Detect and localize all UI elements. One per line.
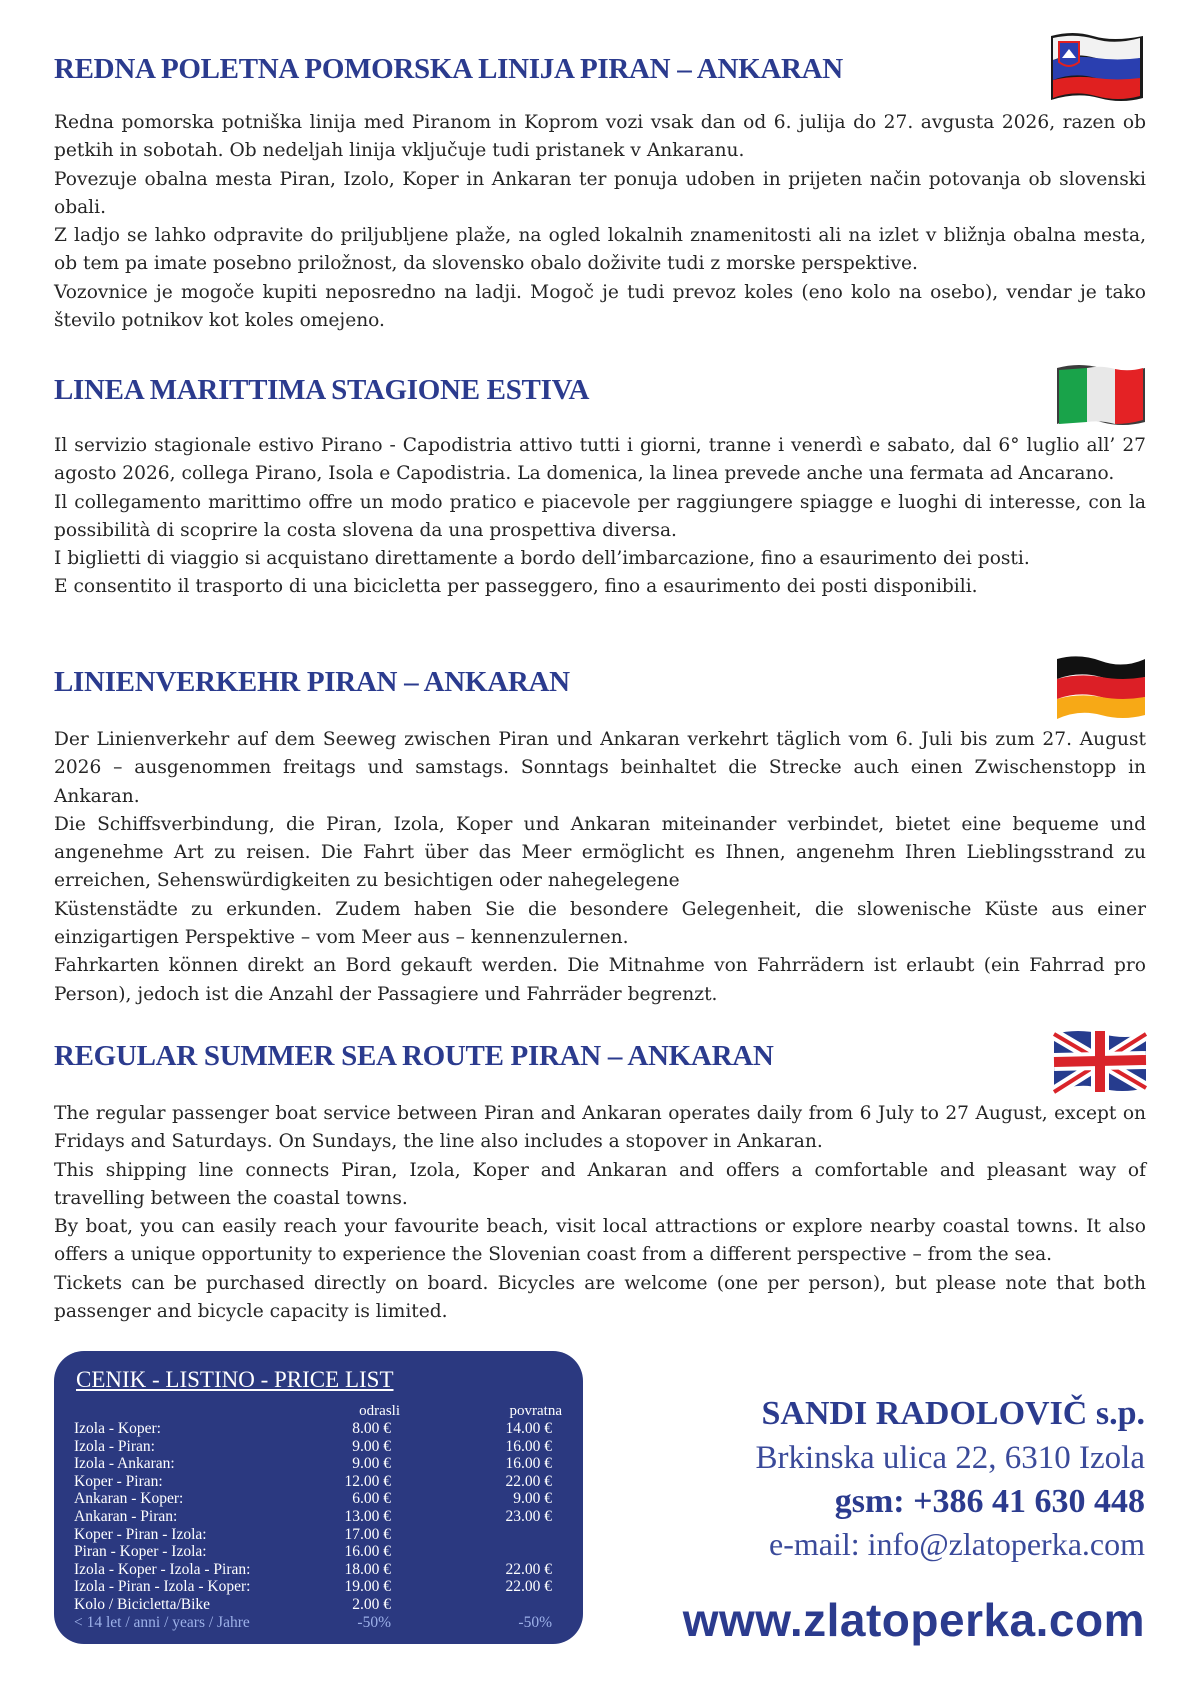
paragraph: Il servizio stagionale estivo Pirano - Capodistria attivo tutti i giorni, tranne i venerdì e sabato, dal 6° luglio all’ 27 agosto 2026, collega Pirano, Isola e Capodistria. La domenica, la linea prevede anche una fermata ad Ancarano. (54, 435, 1146, 485)
germany-flag-icon (1053, 653, 1149, 725)
paragraph: Vozovnice je mogoče kupiti neposredno na ladji. Mogoč je tudi prevoz koles (eno kolo na osebo), vendar je tako število potnikov kot koles omejeno. (54, 281, 1146, 332)
paragraph: Il collegamento marittimo offre un modo pratico e piacevole per raggiungere spiagge e luoghi di interesse, con la possibilità di scoprire la costa slovena da una prospettiva diversa. (54, 491, 1146, 541)
price-route: Izola - Ankaran: (74, 1455, 175, 1473)
price-return: 22.00 € (505, 1560, 552, 1578)
price-route: Izola - Koper: (74, 1420, 161, 1437)
paragraph: The regular passenger boat service between Piran and Ankaran operates daily from 6 July to 27 August, except on Fridays and Saturdays. On Sundays, the line also includes a stopover in Ankaran. (54, 1103, 1146, 1153)
price-return: 22.00 € (505, 1472, 552, 1490)
paragraph: I biglietti di viaggio si acquistano direttamente a bordo dell’imbarcazione, fino a esaurimento dei posti. (54, 548, 1030, 570)
price-row (74, 1614, 564, 1632)
price-route: Izola - Piran: (74, 1437, 155, 1455)
price-single: 9.00 € (352, 1455, 391, 1473)
section-italian (54, 373, 1146, 602)
price-row (74, 1438, 564, 1456)
price-route: Ankaran - Piran: (74, 1508, 178, 1525)
price-return: 9.00 € (513, 1490, 552, 1508)
price-return: 14.00 € (505, 1420, 552, 1437)
price-route: Koper - Piran: (74, 1472, 163, 1490)
price-row (74, 1455, 564, 1473)
paragraph: E consentito il trasporto di una bicicletta per passeggero, fino a esaurimento dei posti disponibili. (54, 576, 978, 598)
price-single: 13.00 € (344, 1508, 391, 1525)
italy-flag-icon (1053, 362, 1149, 432)
price-route: Izola - Piran - Izola - Koper: (74, 1578, 251, 1596)
paragraph: Fahrkarten können direkt an Bord gekauft werden. Die Mitnahme von Fahrrädern ist erlaubt (ein Fahrrad pro Person), jedoch ist die Anzahl der Passagiere und Fahrräder begrenzt. (54, 955, 1146, 1005)
section-heading: LINEA MARITTIMA STAGIONE ESTIVA (54, 374, 590, 406)
price-list-box (54, 1351, 583, 1644)
price-single: 19.00 € (344, 1578, 391, 1596)
section-slovenian (54, 52, 1146, 335)
price-return: 16.00 € (505, 1455, 552, 1473)
price-row (74, 1508, 564, 1526)
price-return: 22.00 € (505, 1578, 552, 1596)
paragraph: Povezuje obalna mesta Piran, Izolo, Koper in Ankaran ter ponuja udoben in prijeten način potovanja ob slovenski obali. (54, 168, 1146, 218)
price-route: Izola - Koper - Izola - Piran: (74, 1560, 251, 1578)
paragraph: Tickets can be purchased directly on board. Bicycles are welcome (one per person), but please note that both passenger and bicycle capacity is limited. (54, 1272, 1146, 1323)
paragraph: Die Schiffsverbindung, die Piran, Izola, Koper und Ankaran miteinander verbindet, bietet eine bequeme und angenehme Art zu reisen. Die Fahrt über das Meer ermöglicht es Ihnen, angenehm Ihren Lieblingsstrand zu erreichen, Sehenswürdigkeiten zu besichtigen oder nahegelegene (54, 813, 1146, 892)
price-return: 23.00 € (505, 1508, 552, 1525)
price-row (74, 1596, 564, 1614)
price-route: Kolo / Bicicletta/Bike (74, 1596, 211, 1613)
price-single: 8.00 € (352, 1420, 391, 1437)
price-row (74, 1490, 564, 1508)
paragraph: Redna pomorska potniška linija med Piranom in Koprom vozi vsak dan od 6. julija do 27. avgusta 2026, razen ob petkih in sobotah. Ob nedeljah linija vključuje tudi pristanek v Ankaranu. (54, 112, 1146, 162)
paragraph: By boat, you can easily reach your favourite beach, visit local attractions or explore nearby coastal towns. It also offers a unique opportunity to experience the Slovenian coast from a different perspective – from the sea. (54, 1216, 1146, 1266)
price-return: 16.00 € (505, 1437, 552, 1455)
price-single: 18.00 € (344, 1560, 391, 1578)
price-row (74, 1420, 564, 1438)
price-single: 2.00 € (352, 1596, 391, 1613)
price-col-header-return: povratna (509, 1403, 562, 1419)
uk-flag-icon (1050, 1028, 1150, 1098)
price-return: -50% (518, 1613, 552, 1631)
price-single: 17.00 € (344, 1525, 391, 1543)
email-address[interactable]: e-mail: info@zlatoperka.com (769, 1526, 1145, 1562)
price-route: Koper - Piran - Izola: (74, 1525, 207, 1543)
slovenia-flag-icon (1043, 28, 1149, 110)
price-single: 16.00 € (344, 1543, 391, 1561)
section-english (54, 1039, 1146, 1326)
company-address: Brkinska ulica 22, 6310 Izola (755, 1440, 1145, 1476)
price-single: -50% (357, 1613, 391, 1631)
section-heading: REGULAR SUMMER SEA ROUTE PIRAN – ANKARAN (54, 1040, 774, 1072)
price-col-header-single: odrasli (359, 1403, 400, 1419)
price-single: 6.00 € (352, 1490, 391, 1508)
paragraph: Der Linienverkehr auf dem Seeweg zwischen Piran und Ankaran verkehrt täglich vom 6. Juli bis zum 27. August 2026 – ausgenommen freitags und samstags. Sonntags beinhaltet die Strecke auch einen Zwischenstopp in Ankaran. (54, 729, 1146, 807)
phone-number: gsm: +386 41 630 448 (834, 1483, 1145, 1520)
paragraph: Z ladjo se lahko odpravite do priljubljene plaže, na ogled lokalnih znamenitosti ali na izlet v bližnja obalna mesta, ob tem pa imate posebno priložnost, da slovensko obalo doživite tudi z morske perspektive. (54, 225, 1146, 275)
section-german (54, 665, 1146, 1009)
price-row (74, 1473, 564, 1491)
price-route: < 14 let / anni / years / Jahre (74, 1613, 250, 1631)
price-row (74, 1561, 564, 1579)
price-route: Ankaran - Koper: (74, 1490, 184, 1508)
price-row (74, 1526, 564, 1544)
company-name: SANDI RADOLOVIČ s.p. (761, 1395, 1145, 1432)
paragraph: This shipping line connects Piran, Izola, Koper and Ankaran and offers a comfortable and pleasant way of travelling between the coastal towns. (54, 1159, 1146, 1209)
website-link[interactable]: www.zlatoperka.com (682, 1594, 1145, 1646)
paragraph: Küstenstädte zu erkunden. Zudem haben Sie die besondere Gelegenheit, die slowenische Küste aus einer einzigartigen Perspektive – vom Meer aus – kennenzulernen. (54, 898, 1146, 949)
price-single: 9.00 € (352, 1437, 391, 1455)
price-row (74, 1578, 564, 1596)
section-heading: REDNA POLETNA POMORSKA LINIJA PIRAN – ANKARAN (54, 53, 843, 85)
price-row (74, 1543, 564, 1561)
price-single: 12.00 € (344, 1472, 391, 1490)
price-list-title: CENIK - LISTINO - PRICE LIST (76, 1367, 394, 1392)
section-heading: LINIENVERKEHR PIRAN – ANKARAN (54, 666, 570, 698)
price-route: Piran - Koper - Izola: (74, 1543, 207, 1561)
